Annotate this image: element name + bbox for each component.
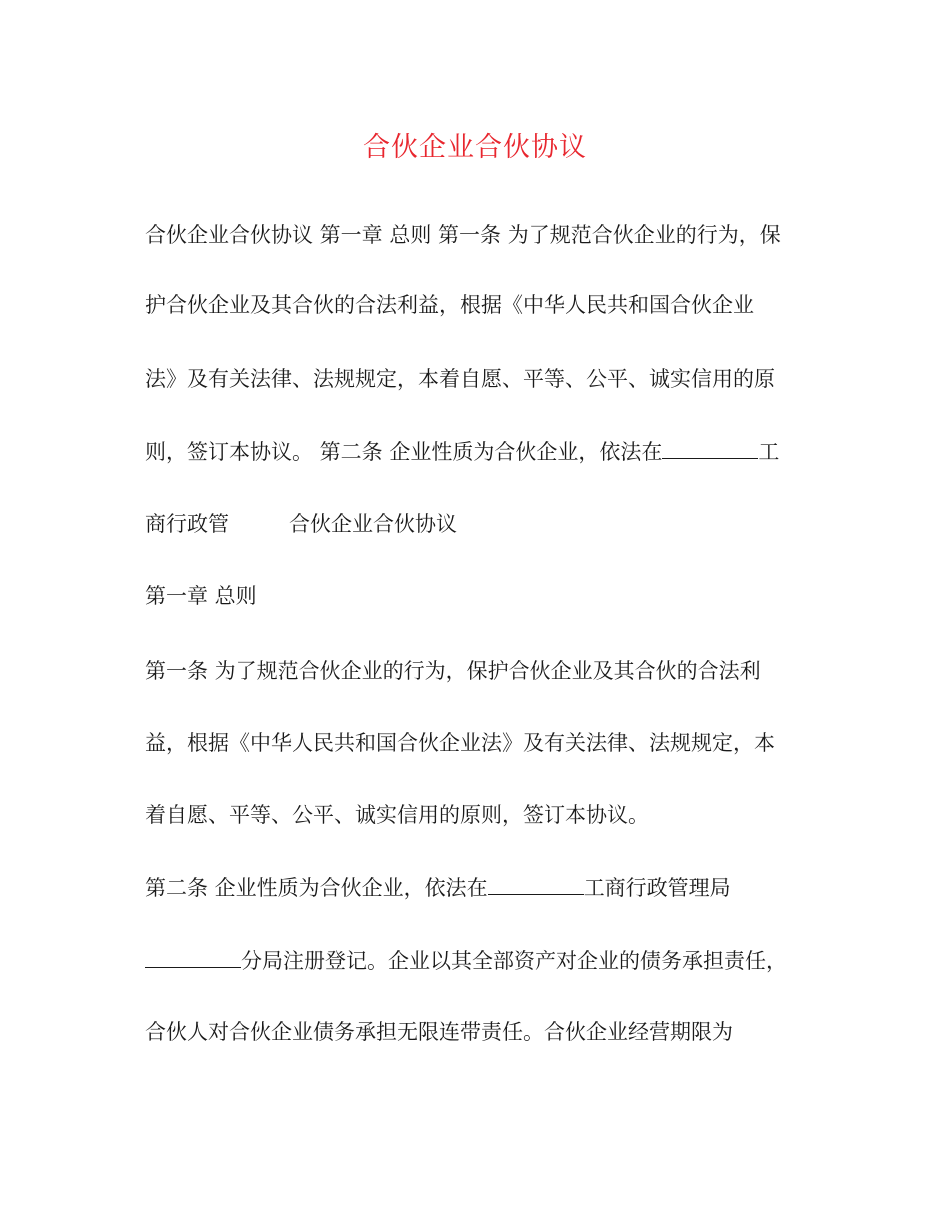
body-line xyxy=(145,509,805,539)
body-text: 第二条 企业性质为合伙企业，依法在 xyxy=(145,876,488,900)
body-line: 合伙人对合伙企业债务承担无限连带责任。合伙企业经营期限为 xyxy=(145,1020,733,1044)
body-text: 工 xyxy=(758,440,780,464)
body-line: 着自愿、平等、公平、诚实信用的原则，签订本协议。 xyxy=(145,803,649,827)
body-line xyxy=(145,437,805,467)
body-line xyxy=(145,873,805,903)
repeated-heading: 合伙企业合伙协议 xyxy=(289,512,457,536)
body-text: 则，签订本协议。 第二条 企业性质为合伙企业，依法在 xyxy=(145,440,663,464)
body-text: 工商行政管理局 xyxy=(583,876,731,900)
fill-in-blank xyxy=(662,438,758,459)
fill-in-blank xyxy=(488,874,584,895)
document-title: 合伙企业合伙协议 xyxy=(363,132,587,163)
body-line: 第一条 为了规范合伙企业的行为，保护合伙企业及其合伙的合法利 xyxy=(145,659,761,683)
body-line: 益，根据《中华人民共和国合伙企业法》及有关法律、法规规定，本 xyxy=(145,731,775,755)
body-line: 法》及有关法律、法规规定，本着自愿、平等、公平、诚实信用的原 xyxy=(145,367,775,391)
body-text: 商行政管 xyxy=(145,512,229,536)
body-line: 护合伙企业及其合伙的合法利益，根据《中华人民共和国合伙企业 xyxy=(145,293,754,317)
fill-in-blank xyxy=(145,947,241,968)
chapter-heading: 第一章 总则 xyxy=(145,584,257,608)
body-text: 分局注册登记。企业以其全部资产对企业的债务承担责任， xyxy=(241,949,787,973)
body-line xyxy=(145,946,805,976)
body-line: 合伙企业合伙协议 第一章 总则 第一条 为了规范合伙企业的行为，保 xyxy=(145,223,781,247)
